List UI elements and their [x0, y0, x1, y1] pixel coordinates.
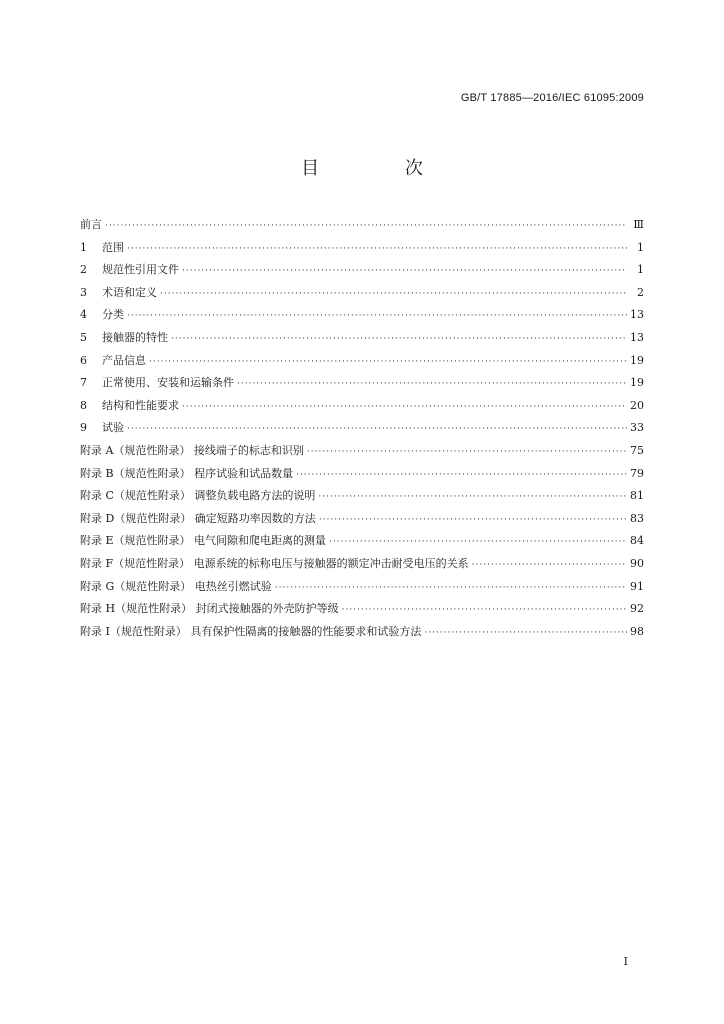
- toc-entry-page: 20: [630, 398, 644, 412]
- toc-entry[interactable]: [80, 485, 644, 508]
- toc-entry-label: [80, 350, 146, 373]
- toc-leader-dots: [319, 509, 627, 532]
- toc-entry-page: 79: [630, 466, 644, 480]
- toc-entry-label: [80, 259, 179, 282]
- toc-leader-dots: [105, 215, 627, 238]
- toc-entry-label: [80, 530, 326, 553]
- toc-entry[interactable]: [80, 395, 644, 418]
- toc-entry-label: [80, 508, 316, 531]
- toc-entry-title: 附录 F（规范性附录） 电源系统的标称电压与接触器的额定冲击耐受电压的关系: [80, 556, 469, 570]
- toc-entry-label: [80, 304, 124, 327]
- toc-entry-title: 术语和定义: [102, 285, 157, 299]
- toc-entry-label: [80, 576, 272, 599]
- toc-entry[interactable]: [80, 553, 644, 576]
- toc-entry[interactable]: [80, 304, 644, 327]
- toc-entry-title: 正常使用、安装和运输条件: [102, 376, 234, 390]
- toc-leader-dots: [182, 260, 627, 283]
- toc-entry[interactable]: [80, 350, 644, 373]
- toc-entry-title: 附录 A（规范性附录） 接线端子的标志和识别: [80, 443, 304, 457]
- toc-leader-dots: [127, 238, 627, 261]
- toc-entry-number: 3: [80, 285, 87, 299]
- toc-entry-title: 附录 G（规范性附录） 电热丝引燃试验: [80, 579, 272, 593]
- toc-entry-number: 7: [80, 376, 87, 390]
- table-of-contents: [80, 214, 644, 643]
- toc-entry-page: 90: [630, 556, 644, 570]
- toc-entry-number: 8: [80, 398, 87, 412]
- toc-entry-page: 92: [630, 602, 644, 616]
- toc-entry-page: 81: [630, 489, 644, 503]
- standard-code: GB/T 17885—2016/IEC 61095:2009: [460, 92, 644, 104]
- toc-leader-dots: [342, 599, 627, 622]
- toc-entry-label: [80, 237, 124, 260]
- toc-entry-title: 分类: [102, 308, 124, 322]
- toc-leader-dots: [275, 577, 627, 600]
- page-number: I: [623, 955, 628, 968]
- toc-leader-dots: [237, 373, 627, 396]
- toc-entry-page: 1: [637, 263, 644, 277]
- toc-entry[interactable]: [80, 282, 644, 305]
- toc-entry[interactable]: [80, 508, 644, 531]
- toc-entry-page: 83: [630, 511, 644, 525]
- toc-entry-title: 产品信息: [102, 353, 146, 367]
- toc-entry-page: 13: [630, 308, 644, 322]
- toc-entry-page: 1: [637, 240, 644, 254]
- toc-entry-number: 4: [80, 308, 87, 322]
- toc-entry[interactable]: [80, 598, 644, 621]
- toc-entry-page: 2: [637, 285, 644, 299]
- toc-entry-label: [80, 327, 168, 350]
- toc-entry-label: [80, 553, 469, 576]
- toc-entry-number: 9: [80, 421, 87, 435]
- toc-entry-title: 附录 I（规范性附录） 具有保护性隔离的接触器的性能要求和试验方法: [80, 624, 422, 638]
- toc-entry[interactable]: [80, 327, 644, 350]
- toc-entry-title: 附录 E（规范性附录） 电气间隙和爬电距离的测量: [80, 534, 327, 548]
- toc-entry-number: 1: [80, 240, 87, 254]
- toc-entry[interactable]: [80, 621, 644, 644]
- toc-leader-dots: [171, 328, 627, 351]
- toc-entry-title: 附录 C（规范性附录） 调整负载电路方法的说明: [80, 489, 316, 503]
- toc-entry-label: [80, 214, 102, 237]
- toc-entry[interactable]: [80, 417, 644, 440]
- toc-entry-page: 75: [630, 443, 644, 457]
- toc-entry-title: 接触器的特性: [102, 330, 168, 344]
- page-title: 目 次: [301, 158, 463, 179]
- toc-entry-label: [80, 485, 315, 508]
- toc-entry-title: 附录 B（规范性附录） 程序试验和试品数量: [80, 466, 294, 480]
- toc-entry[interactable]: [80, 576, 644, 599]
- toc-entry[interactable]: [80, 530, 644, 553]
- toc-entry-label: [80, 463, 293, 486]
- toc-entry-number: 6: [80, 353, 87, 367]
- toc-entry-page: 13: [630, 330, 644, 344]
- toc-entry-title: 结构和性能要求: [102, 398, 179, 412]
- toc-leader-dots: [296, 464, 627, 487]
- toc-entry[interactable]: [80, 463, 644, 486]
- toc-entry-label: [80, 598, 339, 621]
- toc-entry-title: 试验: [102, 421, 124, 435]
- toc-entry-title: 前言: [80, 218, 102, 231]
- toc-entry-number: 5: [80, 330, 87, 344]
- toc-entry-page: 19: [630, 353, 644, 367]
- toc-entry-page: 19: [630, 376, 644, 390]
- toc-entry-label: [80, 282, 157, 305]
- toc-leader-dots: [307, 441, 627, 464]
- toc-entry-page: 91: [630, 579, 644, 593]
- toc-leader-dots: [472, 554, 627, 577]
- toc-entry[interactable]: [80, 214, 644, 237]
- toc-entry-page: 33: [630, 421, 644, 435]
- toc-entry[interactable]: [80, 440, 644, 463]
- toc-leader-dots: [318, 486, 627, 509]
- toc-entry-page: Ⅲ: [633, 218, 644, 231]
- toc-entry-label: [80, 417, 124, 440]
- toc-leader-dots: [149, 351, 627, 374]
- toc-entry[interactable]: [80, 372, 644, 395]
- toc-entry-label: [80, 621, 421, 644]
- toc-entry-title: 范围: [102, 240, 124, 254]
- toc-entry-label: [80, 395, 179, 418]
- toc-entry-title: 附录 H（规范性附录） 封闭式接触器的外壳防护等级: [80, 602, 339, 616]
- toc-entry-label: [80, 440, 304, 463]
- toc-leader-dots: [160, 283, 627, 306]
- toc-entry-page: 98: [630, 624, 644, 638]
- toc-entry[interactable]: [80, 259, 644, 282]
- toc-leader-dots: [424, 622, 627, 645]
- toc-entry-title: 附录 D（规范性附录） 确定短路功率因数的方法: [80, 511, 316, 525]
- toc-entry[interactable]: [80, 237, 644, 260]
- toc-entry-number: 2: [80, 263, 87, 277]
- toc-entry-page: 84: [630, 534, 644, 548]
- toc-leader-dots: [182, 396, 627, 419]
- toc-leader-dots: [127, 305, 627, 328]
- toc-entry-label: [80, 372, 234, 395]
- toc-entry-title: 规范性引用文件: [102, 263, 179, 277]
- toc-leader-dots: [329, 531, 627, 554]
- toc-leader-dots: [127, 418, 627, 441]
